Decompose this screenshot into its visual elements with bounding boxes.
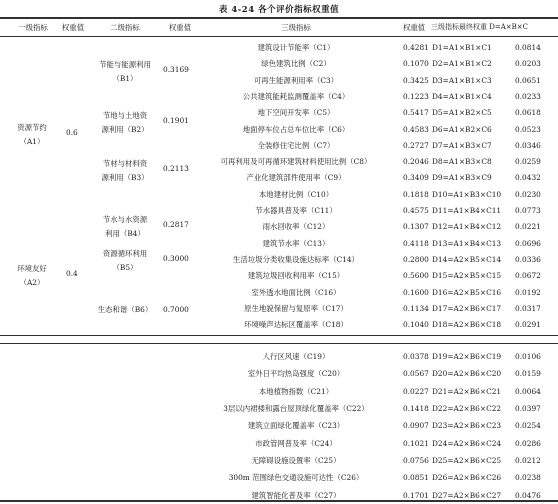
indicator-label: 室外透水地面比例（C16） — [251, 287, 341, 297]
final-weight-value: 0.0192 — [515, 287, 541, 297]
final-weight-value: 0.0476 — [515, 490, 541, 500]
final-weight-value: 0.0259 — [515, 157, 541, 167]
final-weight-formula: D9=A1×B3×C9 — [432, 173, 492, 183]
level2-name: 生态和谐（B6） — [97, 305, 153, 314]
final-weight-value: 0.0814 — [515, 43, 541, 52]
final-weight-value: 0.0346 — [515, 140, 541, 150]
final-weight-value: 0.0523 — [515, 124, 541, 134]
indicator-weight: 0.0756 — [403, 456, 429, 466]
final-weight-formula: D1=A1×B1×C1 — [432, 43, 492, 52]
indicator-label: 可再生能源利用率（C3） — [253, 75, 339, 85]
final-weight-value: 0.0773 — [515, 206, 541, 215]
indicator-label: 市政管网普及率（C24） — [255, 438, 337, 448]
indicator-label: 节水器具普及率（C11） — [255, 206, 337, 215]
level2-name: 资源循环利用 （B5） — [102, 249, 148, 272]
final-weight-formula: D8=A1×B3×C8 — [432, 157, 492, 167]
indicator-weight: 0.1818 — [403, 189, 429, 199]
indicator-label: 建筑设计节能率（C1） — [257, 43, 335, 52]
final-weight-value: 0.0159 — [515, 369, 541, 379]
indicator-weight: 0.0907 — [403, 421, 429, 431]
final-weight-value: 0.0618 — [515, 108, 541, 118]
indicator-label: 人行区风速（C19） — [262, 352, 330, 361]
level2-weight: 0.1901 — [163, 116, 189, 125]
level2-weight: 0.2113 — [163, 164, 189, 173]
header-weight2: 权重值 — [168, 23, 192, 32]
indicator-weight: 0.2727 — [403, 140, 429, 150]
final-weight-value: 0.0233 — [515, 91, 541, 101]
final-weight-value: 0.0106 — [515, 352, 541, 361]
indicator-label: 本地植物指数（C21） — [258, 386, 334, 396]
header-weight1: 权重值 — [61, 23, 85, 32]
indicator-label: 环境噪声达标区覆盖率（C18） — [244, 320, 348, 330]
final-weight-formula: D22=A2×B6×C22 — [432, 404, 502, 414]
indicator-weight: 0.4281 — [403, 43, 429, 52]
header-level2: 二级指标 — [110, 23, 140, 32]
final-weight-value: 0.0221 — [515, 222, 541, 232]
indicator-weight: 0.3425 — [403, 75, 429, 85]
indicator-weight: 0.1021 — [403, 438, 429, 448]
indicator-weight: 0.0227 — [403, 386, 429, 396]
top-rule — [0, 17, 558, 19]
final-weight-value: 0.0696 — [515, 238, 541, 248]
indicator-weight: 0.2046 — [403, 157, 429, 167]
indicator-label: 全装修住宅比例（C7） — [257, 140, 335, 150]
header-level3: 三级指标 — [281, 23, 311, 32]
level2-weight: 0.3169 — [163, 65, 189, 74]
level1-name: 环境友好 （A2） — [17, 264, 47, 287]
indicator-weight: 0.1418 — [403, 404, 429, 414]
final-weight-value: 0.0238 — [515, 473, 541, 483]
indicator-weight: 0.0378 — [403, 352, 429, 361]
indicator-label: 地面停车位占总车位比率（C6） — [242, 124, 350, 134]
level2-name: 节能与能源利用 （B1） — [99, 60, 151, 83]
level1-weight: 0.6 — [66, 128, 78, 137]
bottom-rule — [0, 500, 558, 502]
final-weight-formula: D25=A2×B6×C25 — [432, 456, 502, 466]
header-weight3: 权重值 — [403, 23, 426, 32]
indicator-label: 建筑垃圾回收利用率（C15） — [247, 271, 345, 281]
indicator-label: 本地建材比例（C10） — [258, 189, 334, 199]
final-weight-formula: D20=A2×B6×C20 — [432, 369, 502, 379]
indicator-label: 地下空间开发率（C5） — [257, 108, 335, 118]
final-weight-formula: D19=A2×B6×C19 — [432, 352, 502, 361]
final-weight-formula: D11=A1×B4×C11 — [432, 206, 502, 215]
page-break-rule-top — [0, 335, 558, 336]
indicator-label: 3层以内裙楼和露台屋顶绿化覆盖率（C22） — [223, 404, 369, 414]
final-weight-value: 0.0651 — [515, 75, 541, 85]
final-weight-formula: D26=A2×B6×C26 — [432, 473, 502, 483]
final-weight-formula: D4=A1×B1×C4 — [432, 91, 492, 101]
final-weight-formula: D10=A1×B3×C10 — [432, 189, 502, 199]
indicator-weight: 0.1040 — [403, 320, 429, 330]
indicator-label: 公共建筑能耗监测覆盖率（C4） — [242, 91, 350, 101]
indicator-weight: 0.1600 — [403, 287, 429, 297]
indicator-weight: 0.5417 — [403, 108, 429, 118]
indicator-weight: 0.0851 — [403, 473, 429, 483]
final-weight-formula: D2=A1×B1×C2 — [432, 59, 492, 69]
header-rule — [0, 36, 558, 37]
indicator-label: 室外日平均热岛强度（C20） — [247, 369, 345, 379]
level2-name: 节水与水资源 利用（B4） — [102, 215, 148, 238]
indicator-weight: 0.1307 — [403, 222, 429, 232]
indicator-weight: 0.2800 — [403, 254, 429, 264]
header-final: 三级指标最终权重 D=A×B×C — [431, 23, 528, 31]
final-weight-value: 0.0317 — [515, 303, 541, 313]
indicator-weight: 0.0567 — [403, 369, 429, 379]
level2-weight: 0.7000 — [163, 305, 189, 314]
final-weight-formula: D17=A2×B6×C17 — [432, 303, 502, 313]
final-weight-formula: D3=A1×B1×C3 — [432, 75, 492, 85]
final-weight-formula: D21=A2×B6×C21 — [432, 386, 502, 396]
final-weight-value: 0.0286 — [515, 438, 541, 448]
indicator-label: 建筑立面绿化覆盖率（C23） — [247, 421, 345, 431]
page-break-rule-bottom — [0, 343, 558, 344]
level2-weight: 0.2817 — [163, 220, 189, 229]
final-weight-formula: D14=A2×B5×C14 — [432, 254, 502, 264]
indicator-label: 300m 范围绿色交通设施可达性（C26） — [228, 473, 364, 483]
indicator-weight: 0.1701 — [403, 490, 429, 500]
final-weight-formula: D24=A2×B6×C24 — [432, 438, 502, 448]
final-weight-value: 0.0064 — [515, 386, 541, 396]
indicator-label: 绿色建筑比例（C2） — [261, 59, 331, 69]
level1-name: 资源节约 （A1） — [17, 123, 47, 146]
final-weight-formula: D15=A2×B5×C15 — [432, 271, 502, 281]
final-weight-value: 0.0203 — [515, 59, 541, 69]
indicator-weight: 0.5600 — [403, 271, 429, 281]
final-weight-value: 0.0672 — [515, 271, 541, 281]
final-weight-formula: D5=A1×B2×C5 — [432, 108, 492, 118]
final-weight-formula: D6=A1×B2×C6 — [432, 124, 492, 134]
table-caption: 表 4-24 各个评价指标权重值 — [218, 5, 340, 15]
final-weight-formula: D12=A1×B4×C12 — [432, 222, 502, 232]
final-weight-formula: D27=A2×B6×C27 — [432, 490, 502, 500]
final-weight-formula: D13=A1×B4×C13 — [432, 238, 502, 248]
final-weight-formula: D18=A2×B6×C18 — [432, 320, 502, 330]
final-weight-value: 0.0291 — [515, 320, 541, 330]
indicator-label: 建筑智能化普及率（C27） — [251, 490, 341, 500]
indicator-weight: 0.1134 — [403, 303, 429, 313]
final-weight-value: 0.0230 — [515, 189, 541, 199]
indicator-weight: 0.1070 — [403, 59, 429, 69]
level2-name: 节地与土地资 源利用（B2） — [101, 111, 149, 134]
indicator-weight: 0.4575 — [403, 206, 429, 215]
indicator-weight: 0.4118 — [403, 238, 429, 248]
final-weight-value: 0.0397 — [515, 404, 541, 414]
level2-weight: 0.3000 — [163, 254, 189, 263]
final-weight-formula: D23=A2×B6×C23 — [432, 421, 502, 431]
final-weight-value: 0.0254 — [515, 421, 541, 431]
indicator-label: 可再利用及可再循环建筑材料使用比例（C8） — [220, 157, 372, 167]
indicator-label: 产业化建筑部件使用率（C9） — [246, 173, 346, 183]
indicator-label: 生活垃圾分类收集设施达标率（C14） — [233, 254, 359, 264]
final-weight-value: 0.0212 — [515, 456, 541, 466]
level2-name: 节材与材料资 源利用（B3） — [101, 159, 149, 182]
indicator-label: 建筑节水率（C13） — [262, 238, 330, 248]
indicator-weight: 0.4583 — [403, 124, 429, 134]
indicator-weight: 0.3409 — [403, 173, 429, 183]
indicator-label: 无障碍设施设置率（C25） — [251, 456, 341, 466]
final-weight-value: 0.0336 — [515, 254, 541, 264]
level1-weight: 0.4 — [66, 269, 78, 278]
indicator-label: 雨水回收率（C12） — [262, 222, 330, 232]
final-weight-formula: D16=A2×B5×C16 — [432, 287, 502, 297]
indicator-weight: 0.1223 — [403, 91, 429, 101]
header-level1: 一级指标 — [18, 23, 48, 32]
indicator-label: 原生地貌保留与复原率（C17） — [244, 303, 348, 313]
final-weight-value: 0.0432 — [515, 173, 541, 183]
final-weight-formula: D7=A1×B3×C7 — [432, 140, 492, 150]
